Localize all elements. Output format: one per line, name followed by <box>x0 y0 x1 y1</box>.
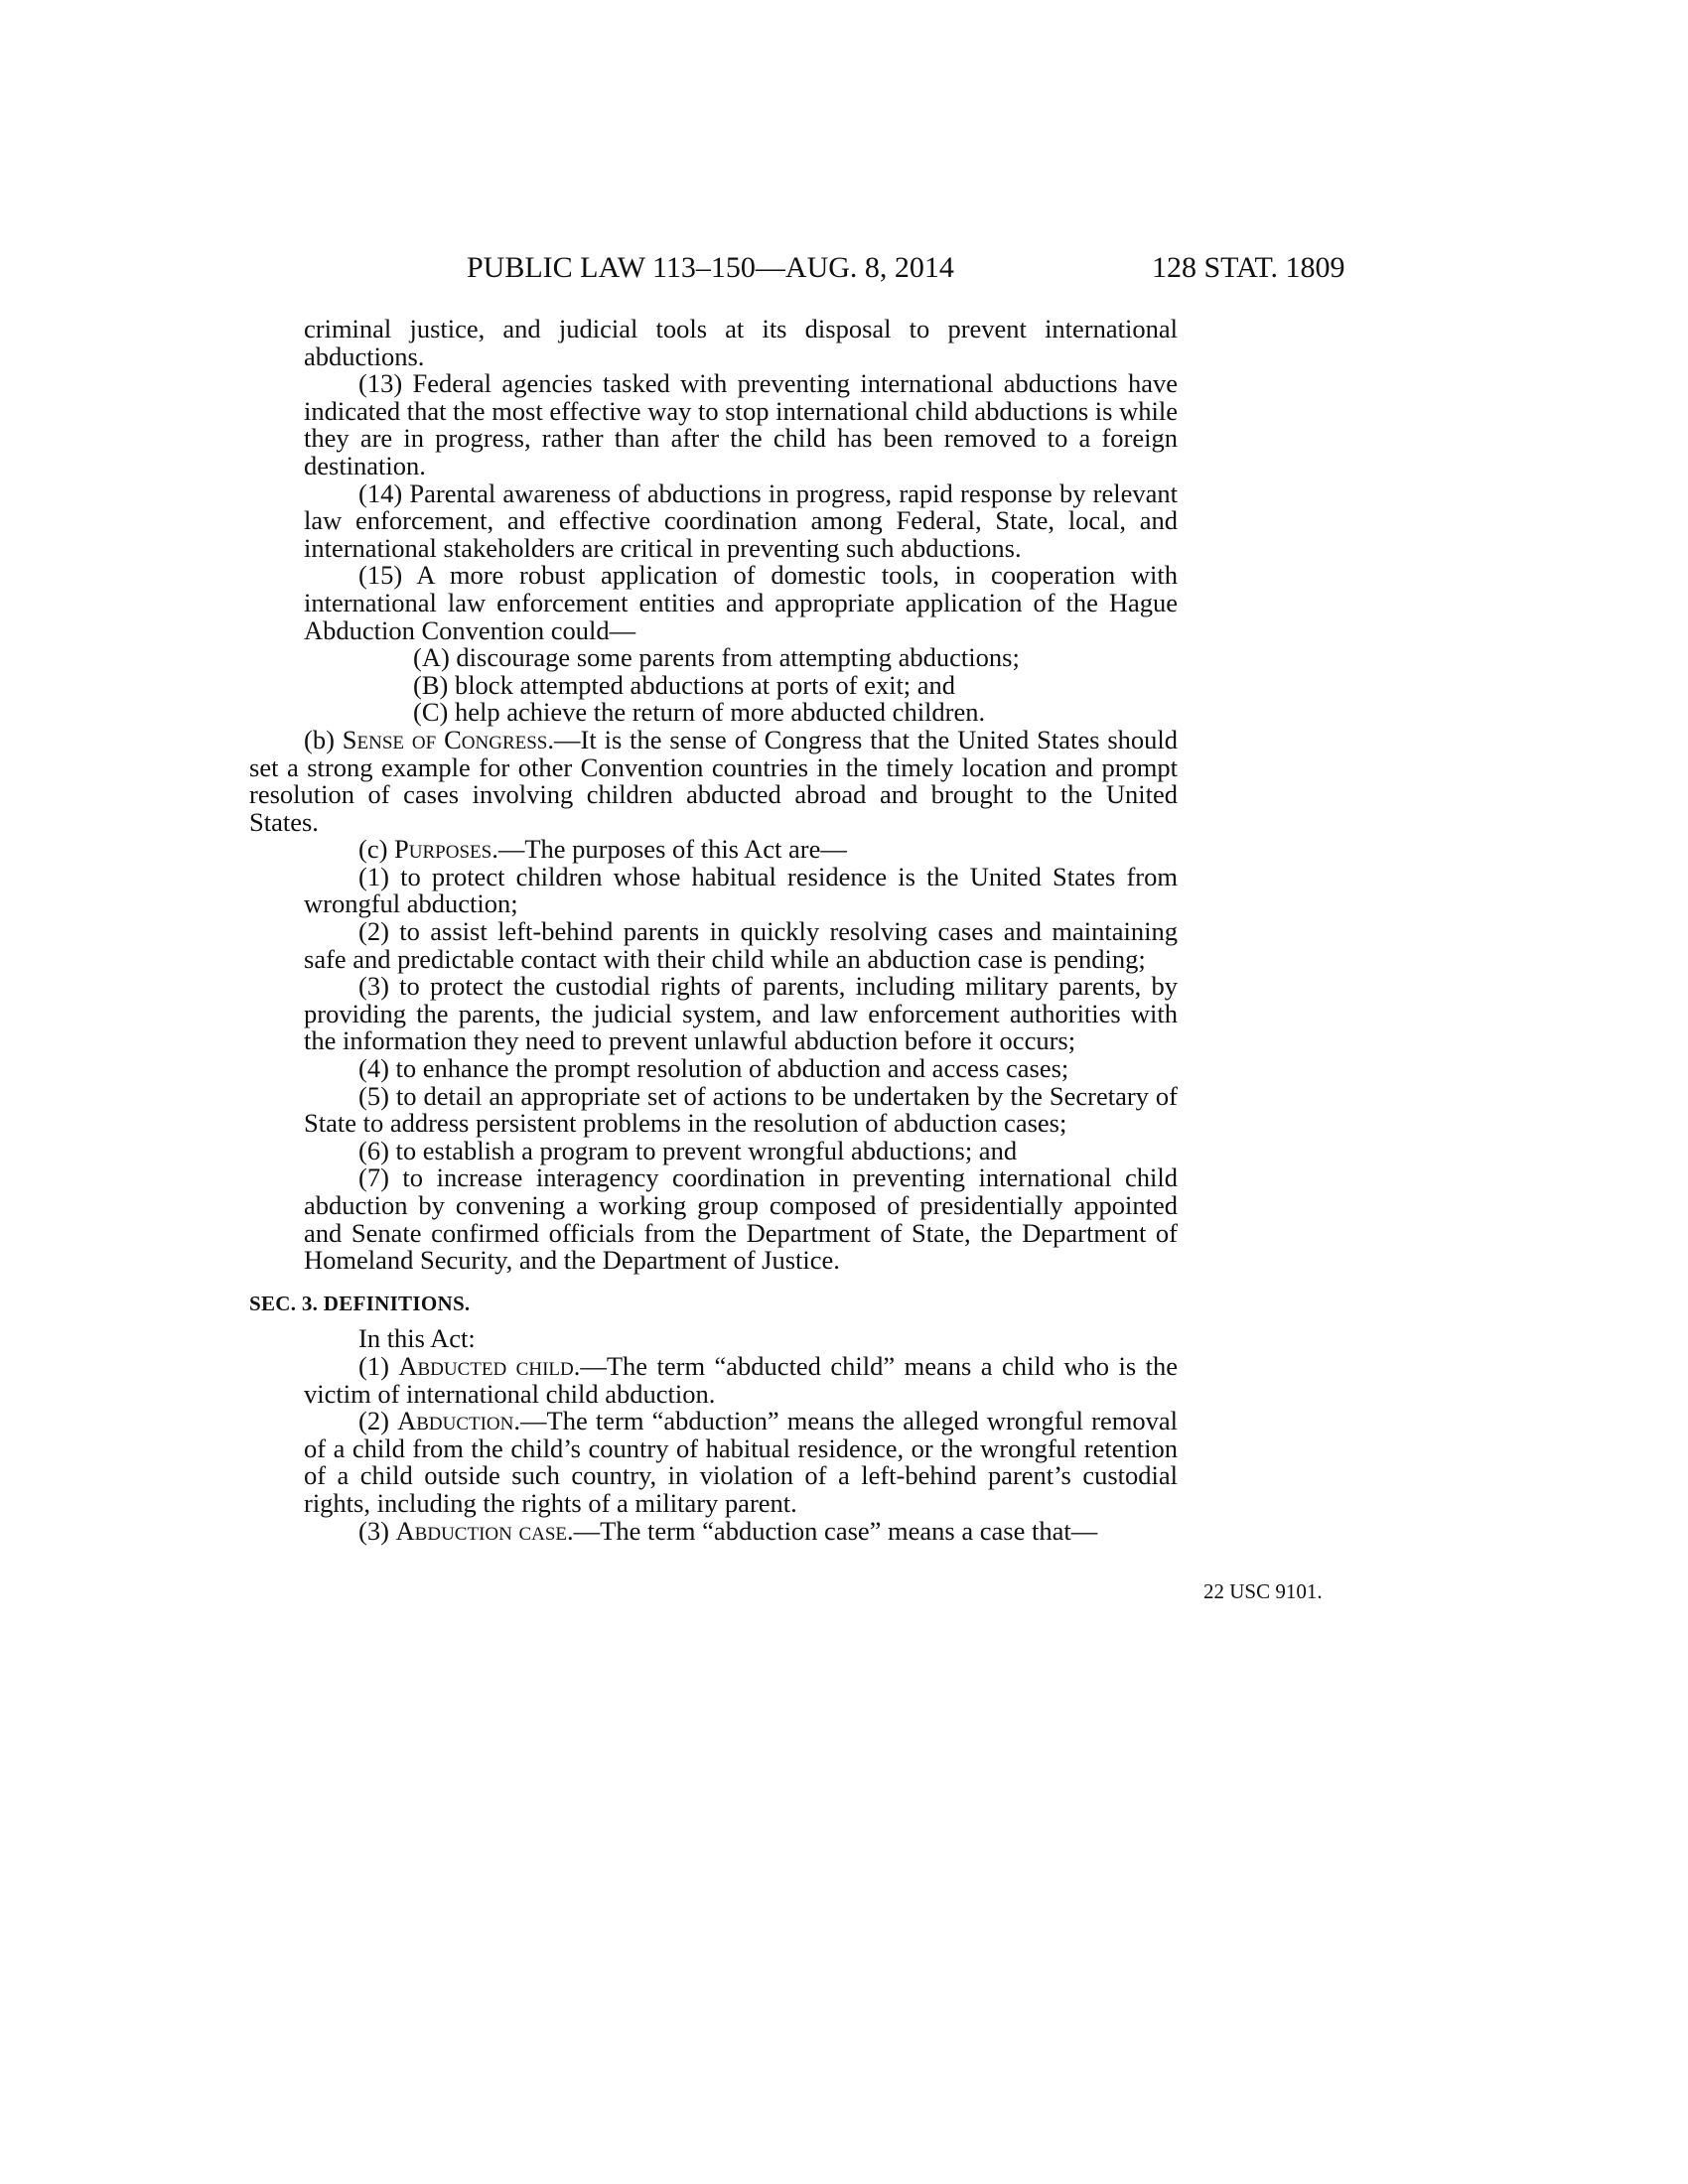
purpose-3: (3) to protect the custodial rights of parents, including military parents, by providing the parents, the judicial system, and law enforcement authorities with the information they need to prevent unlawful abduction before it occurs; <box>304 971 1178 1056</box>
purpose-6: (6) to establish a program to prevent wrongful abductions; and <box>358 1135 1018 1165</box>
purpose-2: (2) to assist left-behind parents in quickly resolving cases and maintaining safe and predictable contact with their child while an abduction case is pending; <box>304 916 1178 974</box>
subsection-c-label: (c) <box>358 834 395 865</box>
page-body <box>249 314 1179 1546</box>
finding-15-C: (C) help achieve the return of more abducted children. <box>413 697 986 728</box>
subsection-c-heading: Purposes <box>394 834 492 865</box>
definition-2-term: Abduction <box>397 1406 514 1436</box>
subsection-b-label: (b) <box>304 724 343 754</box>
definition-1-number: (1) <box>358 1350 399 1381</box>
definition-2-number: (2) <box>358 1406 398 1436</box>
section-3-heading: SEC. 3. DEFINITIONS. <box>249 1291 471 1315</box>
finding-15: (15) A more robust application of domestic tools, in cooperation with international law enforcement entities and appropriate application of the Hague Abduction Convention could— <box>304 560 1178 645</box>
header-title: PUBLIC LAW 113–150—AUG. 8, 2014 <box>467 251 954 284</box>
paragraph-continuation: criminal justice, and judicial tools at its disposal to prevent international abductions. <box>304 314 1178 371</box>
subsection-c <box>304 836 1178 864</box>
subsection-b-text: .—It is the sense of Congress that the United States should set a strong example for other Convention countries in the timely location and prompt resolution of cases involving children abducted abroad and brought to the United States. <box>249 724 1179 837</box>
definition-3 <box>304 1515 1178 1546</box>
purpose-4: (4) to enhance the prompt resolution of abduction and access cases; <box>358 1053 1069 1084</box>
running-header <box>0 246 1688 290</box>
definition-2-text: .—The term “abduction” means the alleged wrongful removal of a child from the child’s country of habitual residence, or the wrongful retention of a child outside such country, in violation of a left-behind parent’s custodial rights, including the rights of a military parent. <box>304 1406 1179 1518</box>
section-3-intro: In this Act: <box>358 1323 476 1354</box>
definition-3-text: .—The term “abduction case” means a case that— <box>567 1515 1098 1546</box>
subsection-c-text: .—The purposes of this Act are— <box>492 834 847 865</box>
finding-14: (14) Parental awareness of abductions in progress, rapid response by relevant law enforcement, and effective coordination among Federal, State, local, and international stakeholders are critical in preventing such abductions. <box>304 478 1178 563</box>
header-stat-page: 128 STAT. 1809 <box>1152 251 1345 284</box>
purpose-1: (1) to protect children whose habitual residence is the United States from wrongful abduction; <box>304 861 1178 919</box>
definition-1-term: Abducted child <box>398 1350 574 1381</box>
subsection-b <box>249 724 1179 837</box>
definition-1 <box>304 1350 1178 1409</box>
definition-2 <box>304 1408 1178 1517</box>
finding-15-B: (B) block attempted abductions at ports of exit; and <box>413 669 956 700</box>
definition-3-term: Abduction case <box>395 1515 568 1546</box>
purpose-5: (5) to detail an appropriate set of actions to be undertaken by the Secretary of State to address persistent problems in the resolution of abduction cases; <box>304 1080 1178 1139</box>
finding-15-A: (A) discourage some parents from attempting abductions; <box>413 642 1020 673</box>
purpose-7: (7) to increase interagency coordination in preventing international child abduction by convening a working group composed of presidentially appointed and Senate confirmed officials from the Department of State, the Department of Homeland Security, and the Department of Justice. <box>304 1162 1178 1276</box>
definition-3-number: (3) <box>358 1515 396 1546</box>
subsection-b-heading: Sense of Congress <box>342 724 548 754</box>
definition-1-text: .—The term “abducted child” means a child who is the victim of international child abduction. <box>304 1350 1178 1409</box>
usc-margin-note: 22 USC 9101. <box>1203 1579 1323 1603</box>
finding-13: (13) Federal agencies tasked with preventing international abductions have indicated that the most effective way to stop international child abductions is while they are in progress, rather than after the child has been removed to a foreign destination. <box>304 368 1178 480</box>
